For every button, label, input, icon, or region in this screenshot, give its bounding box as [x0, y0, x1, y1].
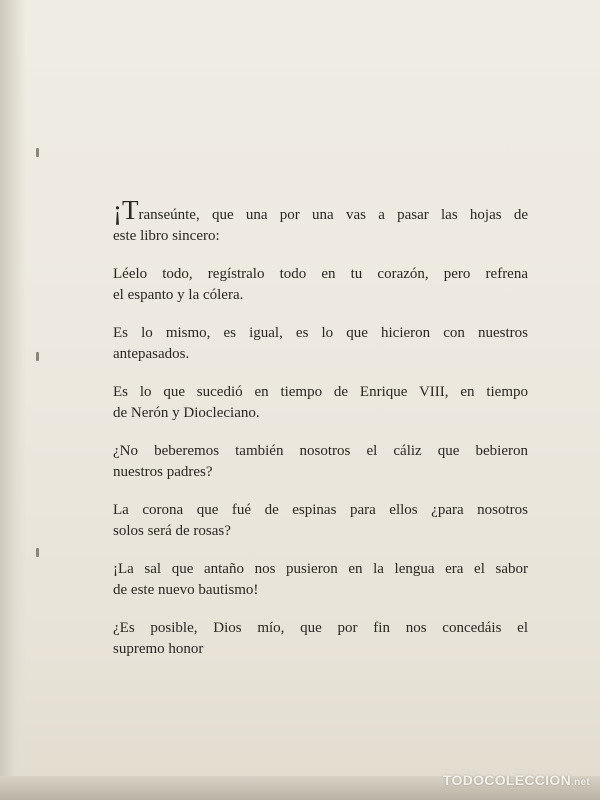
text-line: este libro sincero:	[113, 228, 220, 244]
text-line: el espanto y la cólera.	[113, 287, 244, 303]
initial-letter: ¡T	[113, 195, 139, 225]
paragraph	[113, 500, 528, 542]
text-line	[113, 195, 528, 226]
paragraph	[113, 618, 528, 660]
watermark-domain: .net	[571, 777, 590, 788]
paragraph	[113, 195, 528, 247]
paragraph	[113, 559, 528, 601]
text-line: Léelo todo, regístralo todo en tu corazón, pero refrena	[113, 266, 528, 282]
text-line: ¿No beberemos también nosotros el cáliz que bebieron	[113, 443, 528, 459]
paragraph	[113, 323, 528, 365]
text-line: La corona que fué de espinas para ellos ¿para nosotros	[113, 502, 528, 518]
text-line: solos será de rosas?	[113, 523, 231, 539]
page-text	[113, 195, 528, 677]
text-line-rest: ranseúnte, que una por una vas a pasar las hojas de	[138, 207, 528, 223]
watermark	[443, 772, 590, 788]
text-line: Es lo mismo, es igual, es lo que hicieron con nuestros	[113, 325, 528, 341]
text-line: Es lo que sucedió en tiempo de Enrique VIII, en tiempo	[113, 384, 528, 400]
text-line: de este nuevo bautismo!	[113, 582, 259, 598]
spine-shadow	[0, 0, 26, 800]
text-line: antepasados.	[113, 346, 190, 362]
paragraph	[113, 382, 528, 424]
text-line: ¿Es posible, Dios mío, que por fin nos concedáis el	[113, 620, 528, 636]
watermark-text: TODOCOLECCION	[442, 772, 572, 788]
binding-stitch	[36, 548, 39, 557]
binding-stitch	[36, 352, 39, 361]
text-line: de Nerón y Diocleciano.	[113, 405, 260, 421]
text-line: supremo honor	[113, 641, 204, 657]
text-line: nuestros padres?	[113, 464, 213, 480]
paragraph	[113, 441, 528, 483]
text-line: ¡La sal que antaño nos pusieron en la lengua era el sabor	[113, 561, 528, 577]
paragraph	[113, 264, 528, 306]
binding-stitch	[36, 148, 39, 157]
